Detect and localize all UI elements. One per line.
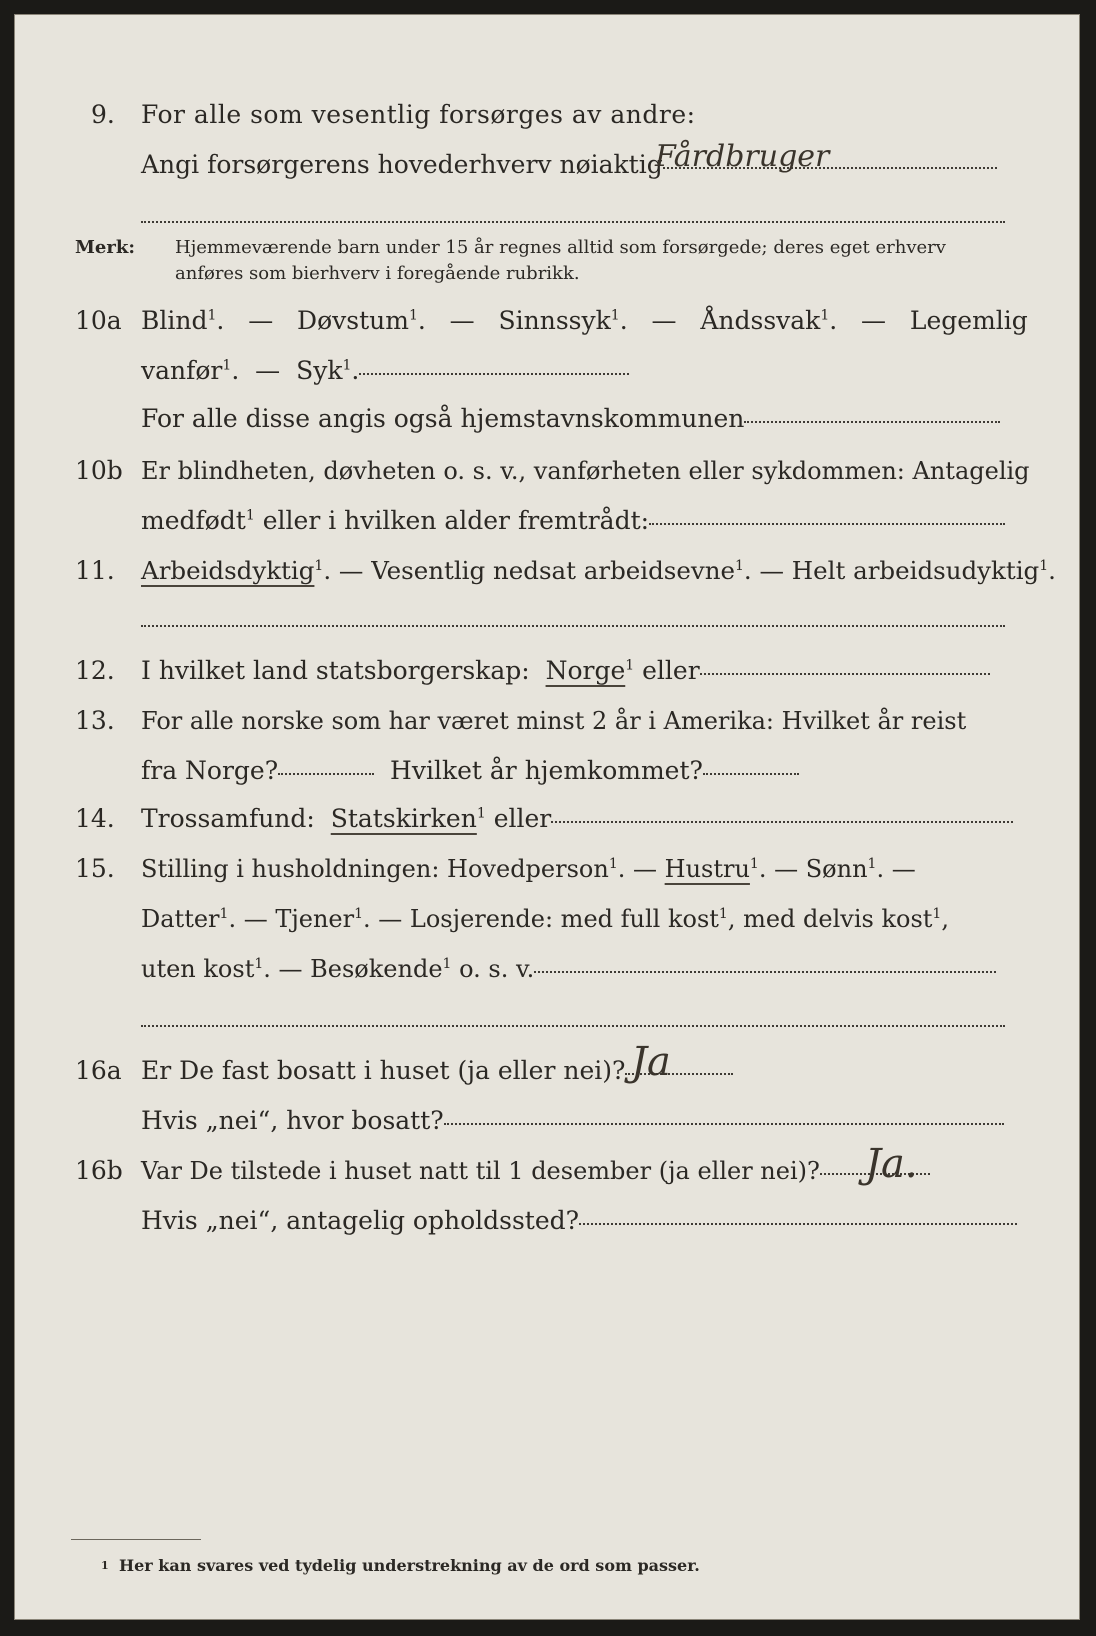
q9-number: 9.	[91, 100, 115, 129]
q14-number: 14.	[75, 804, 115, 833]
option-hustru[interactable]: Hustru	[664, 855, 750, 883]
dash: —	[651, 306, 677, 335]
q13-hjemkommet-line[interactable]	[703, 772, 799, 775]
q10a-line2	[141, 355, 629, 387]
q11-extra-line[interactable]	[141, 625, 1005, 627]
q13-number: 13.	[75, 706, 115, 735]
option-sonn[interactable]: . — Sønn	[758, 855, 868, 883]
footnote-ref: 1	[245, 507, 255, 524]
footnote-ref: 1	[314, 557, 324, 574]
q16a-handwritten-answer: Ja	[631, 1039, 671, 1085]
footnote-ref: 1	[408, 307, 418, 324]
option-dovstum[interactable]: Døvstum	[297, 306, 409, 335]
q12-line	[141, 655, 990, 687]
footnote-ref: 1	[820, 307, 830, 324]
punct: .	[829, 306, 838, 335]
q9-extra-line[interactable]	[141, 221, 1005, 223]
q16a-bosatt-line[interactable]	[444, 1122, 1004, 1125]
punct: ,	[941, 905, 949, 933]
footnote-ref: 1	[867, 856, 877, 872]
q12-answer-line[interactable]	[700, 672, 990, 675]
merk-line1: Hjemmeværende barn under 15 år regnes alltid som forsørgede; deres eget erhverv	[175, 237, 946, 258]
footnote-ref: 1	[254, 956, 264, 972]
census-form-page	[14, 14, 1080, 1620]
q15-answer-line[interactable]	[534, 970, 996, 973]
q16b-question: Var De tilstede i huset natt til 1 desember (ja eller nei)?	[141, 1157, 820, 1185]
option-andssvak[interactable]: Åndssvak	[700, 306, 821, 335]
footnote-ref: 1	[442, 956, 452, 972]
q15-osv: o. s. v.	[459, 955, 535, 983]
option-losjerende-delvis[interactable]: , med delvis kost	[727, 905, 933, 933]
q16a-number: 16a	[75, 1056, 122, 1085]
option-besokende[interactable]: . — Besøkende	[263, 955, 443, 983]
punct: .	[1048, 556, 1056, 585]
punct: . —	[876, 855, 916, 883]
q10b-alder-line[interactable]	[649, 522, 1005, 525]
option-norge[interactable]: Norge	[545, 656, 626, 685]
footnote-ref: 1	[608, 856, 618, 872]
option-medfodt[interactable]: medfødt	[141, 506, 246, 535]
footnote-ref: 1	[222, 357, 232, 374]
q15-line2	[141, 903, 949, 935]
punct: . —	[617, 855, 657, 883]
footnote-ref: 1	[1039, 557, 1049, 574]
option-blind[interactable]: Blind	[141, 306, 208, 335]
q13-reist-label: fra Norge?	[141, 756, 279, 785]
q11-line	[141, 555, 1056, 587]
punct: .	[417, 306, 426, 335]
q10a-hjemstavn-line[interactable]	[744, 420, 1000, 423]
footnote-ref: 1	[749, 856, 759, 872]
merk-label: Merk:	[75, 237, 135, 258]
q12-number: 12.	[75, 656, 115, 685]
punct: .	[231, 356, 240, 385]
option-statskirken[interactable]: Statskirken	[330, 804, 477, 833]
q12-text: I hvilket land statsborgerskap:	[141, 656, 530, 685]
footnote-ref: 1	[354, 906, 364, 922]
q15-extra-line[interactable]	[141, 1025, 1005, 1027]
footnote-ref: 1	[734, 557, 744, 574]
dash: —	[255, 356, 281, 385]
option-uten-kost[interactable]: uten kost	[141, 955, 255, 983]
option-sinnssyk[interactable]: Sinnssyk	[498, 306, 611, 335]
option-helt-arbeidsudyktig[interactable]: . — Helt arbeidsudyktig	[743, 556, 1040, 585]
punct: .	[216, 306, 225, 335]
q10b-line1: Er blindheten, døvheten o. s. v., vanførheten eller sykdommen: Antagelig	[141, 457, 1030, 485]
q14-text: Trossamfund:	[141, 804, 315, 833]
q16b-number: 16b	[75, 1156, 123, 1185]
q12-eller: eller	[642, 656, 700, 685]
q10b-line2	[141, 505, 1005, 537]
q13-line2	[141, 755, 799, 787]
q10a-syk-line[interactable]	[359, 372, 629, 375]
q13-hjemkommet-label: Hvilket år hjemkommet?	[390, 756, 703, 785]
q14-line	[141, 803, 1013, 835]
q16a-question: Er De fast bosatt i huset (ja eller nei)?	[141, 1056, 626, 1085]
footnote-text: Her kan svares ved tydelig understrekning av de ord som passer.	[119, 1556, 700, 1575]
q11-number: 11.	[75, 556, 115, 585]
option-losjerende-full[interactable]: . — Losjerende: med full kost	[363, 905, 719, 933]
q9-line2	[141, 149, 997, 181]
q15-line1	[141, 853, 916, 885]
footnote-divider	[71, 1539, 201, 1540]
q15-number: 15.	[75, 854, 115, 883]
punct: .	[619, 306, 628, 335]
q13-reist-line[interactable]	[278, 772, 374, 775]
footnote-ref: 1	[342, 357, 352, 374]
option-syk[interactable]: Syk	[296, 356, 343, 385]
q9-line2-text: Angi forsørgerens hovederhverv nøiaktig	[141, 150, 663, 179]
q15-line3	[141, 953, 996, 985]
q16b-opholdssted-line[interactable]	[579, 1222, 1017, 1225]
q10a-line3	[141, 403, 1000, 435]
footnote-mark: 1	[101, 1559, 109, 1572]
option-hovedperson[interactable]: Stilling i husholdningen: Hovedperson	[141, 855, 609, 883]
q16b-opholdssted-label: Hvis „nei“, antagelig opholdssted?	[141, 1206, 580, 1235]
q9-line1: For alle som vesentlig forsørges av andre:	[141, 100, 696, 129]
merk-line2: anføres som bierhverv i foregående rubrikk.	[175, 263, 580, 284]
footnote-ref: 1	[718, 906, 728, 922]
dash: —	[248, 306, 274, 335]
dash: —	[861, 306, 887, 335]
footnote-ref: 1	[610, 307, 620, 324]
q14-eller: eller	[493, 804, 552, 833]
option-tjener[interactable]: . — Tjener	[228, 905, 355, 933]
q16a-line2	[141, 1105, 1004, 1137]
footnote-ref: 1	[625, 657, 635, 674]
q13-line1: For alle norske som har været minst 2 år i Amerika: Hvilket år reist	[141, 707, 967, 735]
punct: .	[351, 356, 360, 385]
q16b-line1	[141, 1155, 930, 1187]
footnote-ref: 1	[219, 906, 229, 922]
q16b-handwritten-answer: Ja.	[865, 1141, 918, 1187]
dash: —	[449, 306, 475, 335]
footnote-ref: 1	[932, 906, 942, 922]
q10b-number: 10b	[75, 456, 123, 485]
option-vesentlig-nedsat[interactable]: . — Vesentlig nedsat arbeidsevne	[323, 556, 735, 585]
option-vanfor[interactable]: vanfør	[141, 356, 223, 385]
footnote-ref: 1	[476, 805, 486, 822]
q14-answer-line[interactable]	[551, 820, 1013, 823]
option-arbeidsdyktig[interactable]: Arbeidsdyktig	[141, 556, 315, 585]
q9-handwritten-answer: Fårdbruger	[655, 139, 830, 174]
option-legemlig[interactable]: Legemlig	[909, 306, 1028, 335]
q10a-line1	[141, 305, 1028, 337]
q10a-line3-text: For alle disse angis også hjemstavnskommunen	[141, 404, 745, 433]
footnote-ref: 1	[207, 307, 217, 324]
q16a-bosatt-label: Hvis „nei“, hvor bosatt?	[141, 1106, 444, 1135]
q16b-line2	[141, 1205, 1017, 1237]
q10a-number: 10a	[75, 306, 122, 335]
q10b-line2-text: eller i hvilken alder fremtrådt:	[262, 506, 650, 535]
option-datter[interactable]: Datter	[141, 905, 220, 933]
